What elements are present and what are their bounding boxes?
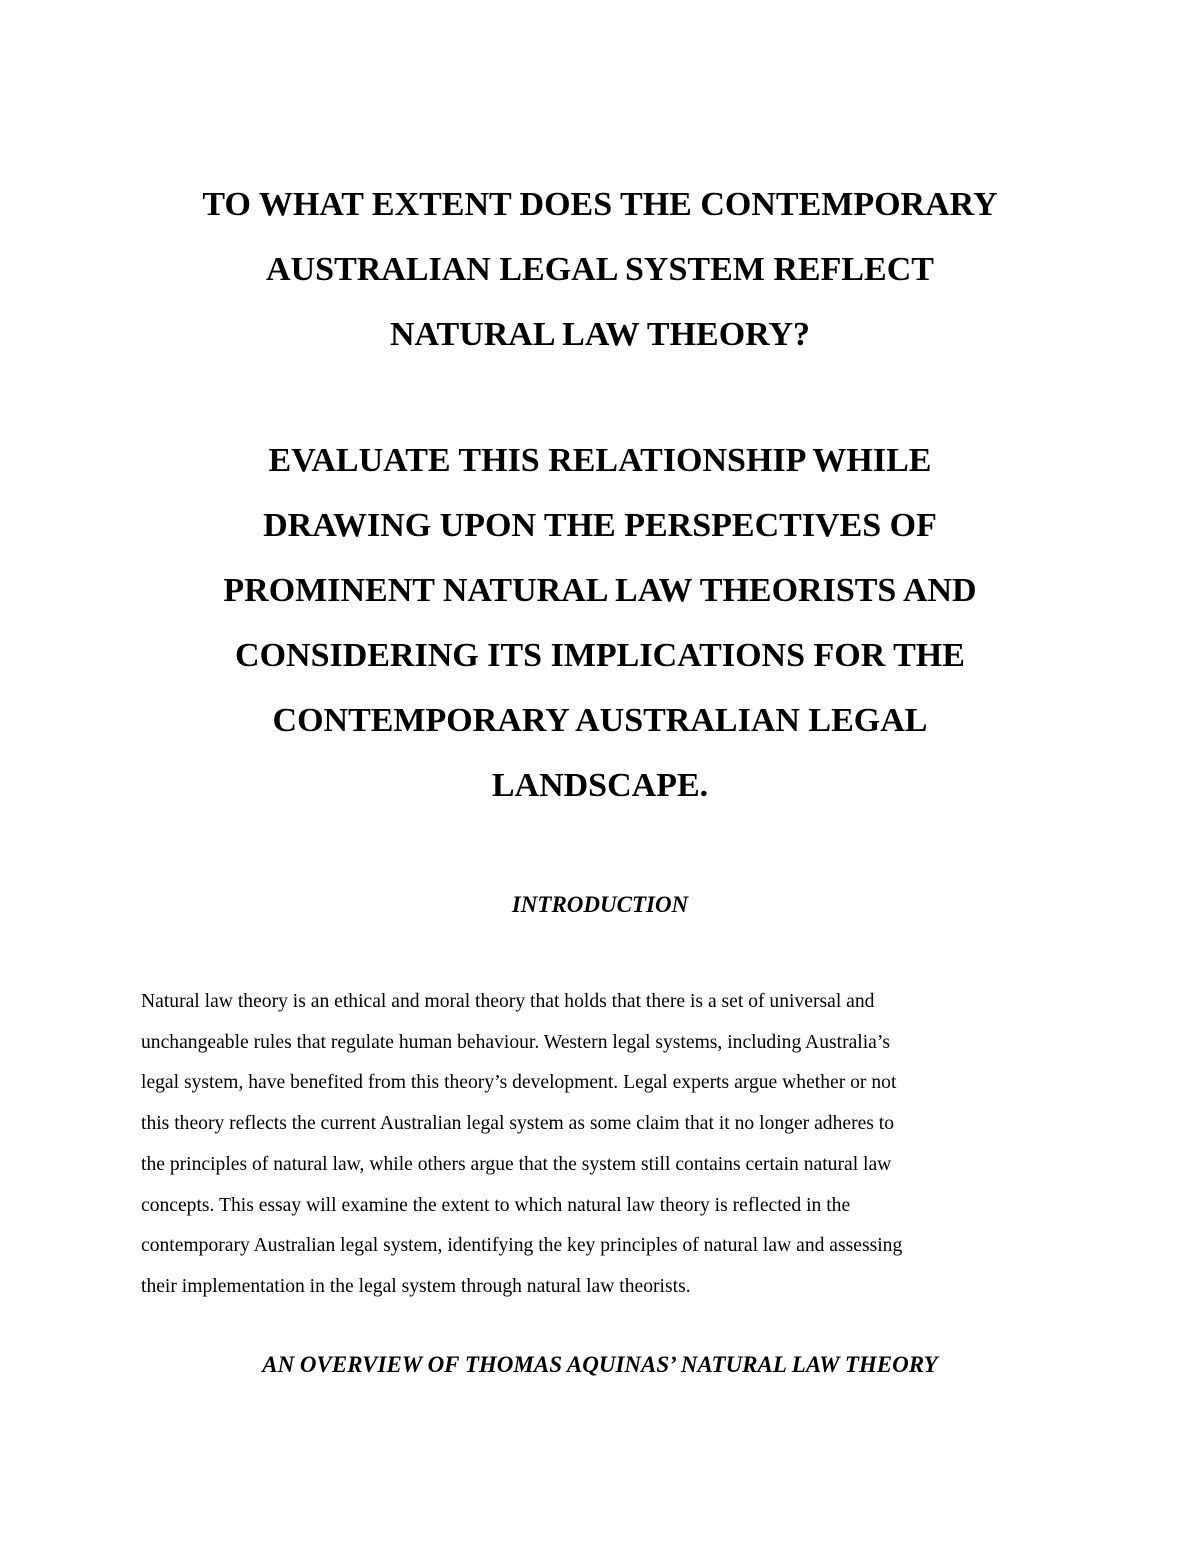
essay-question-line: PROMINENT NATURAL LAW THEORISTS AND <box>223 572 977 609</box>
essay-title-line: TO WHAT EXTENT DOES THE CONTEMPORARY <box>202 186 998 223</box>
paragraph-line: unchangeable rules that regulate human behaviour. Western legal systems, including Australia’s <box>141 1031 890 1053</box>
paragraph-line: Natural law theory is an ethical and moral theory that holds that there is a set of universal and <box>141 991 875 1012</box>
introduction-paragraph <box>141 982 1071 1308</box>
paragraph-line: contemporary Australian legal system, identifying the key principles of natural law and assessing <box>141 1235 903 1257</box>
essay-title <box>120 172 1080 367</box>
paragraph-line: the principles of natural law, while others argue that the system still contains certain natural law <box>141 1153 892 1175</box>
essay-title-line: NATURAL LAW THEORY? <box>389 316 811 353</box>
essay-question-line: CONTEMPORARY AUSTRALIAN LEGAL <box>272 702 928 739</box>
overview-heading: AN OVERVIEW OF THOMAS AQUINAS’ NATURAL LAW THEORY <box>262 1352 938 1377</box>
essay-title-line: AUSTRALIAN LEGAL SYSTEM REFLECT <box>266 251 934 288</box>
essay-question <box>120 428 1080 818</box>
essay-question-line: LANDSCAPE. <box>491 767 709 804</box>
essay-question-line: DRAWING UPON THE PERSPECTIVES OF <box>263 507 937 544</box>
essay-question-line: EVALUATE THIS RELATIONSHIP WHILE <box>268 442 932 479</box>
paragraph-line: concepts. This essay will examine the extent to which natural law theory is reflected in the <box>141 1194 851 1216</box>
introduction-heading: INTRODUCTION <box>511 892 689 917</box>
paragraph-line: their implementation in the legal system through natural law theorists. <box>141 1275 691 1297</box>
essay-question-line: CONSIDERING ITS IMPLICATIONS FOR THE <box>235 637 965 674</box>
paragraph-line: legal system, have benefited from this theory’s development. Legal experts argue whether or not <box>141 1072 897 1094</box>
paragraph-line: this theory reflects the current Australian legal system as some claim that it no longer adheres to <box>141 1113 895 1135</box>
